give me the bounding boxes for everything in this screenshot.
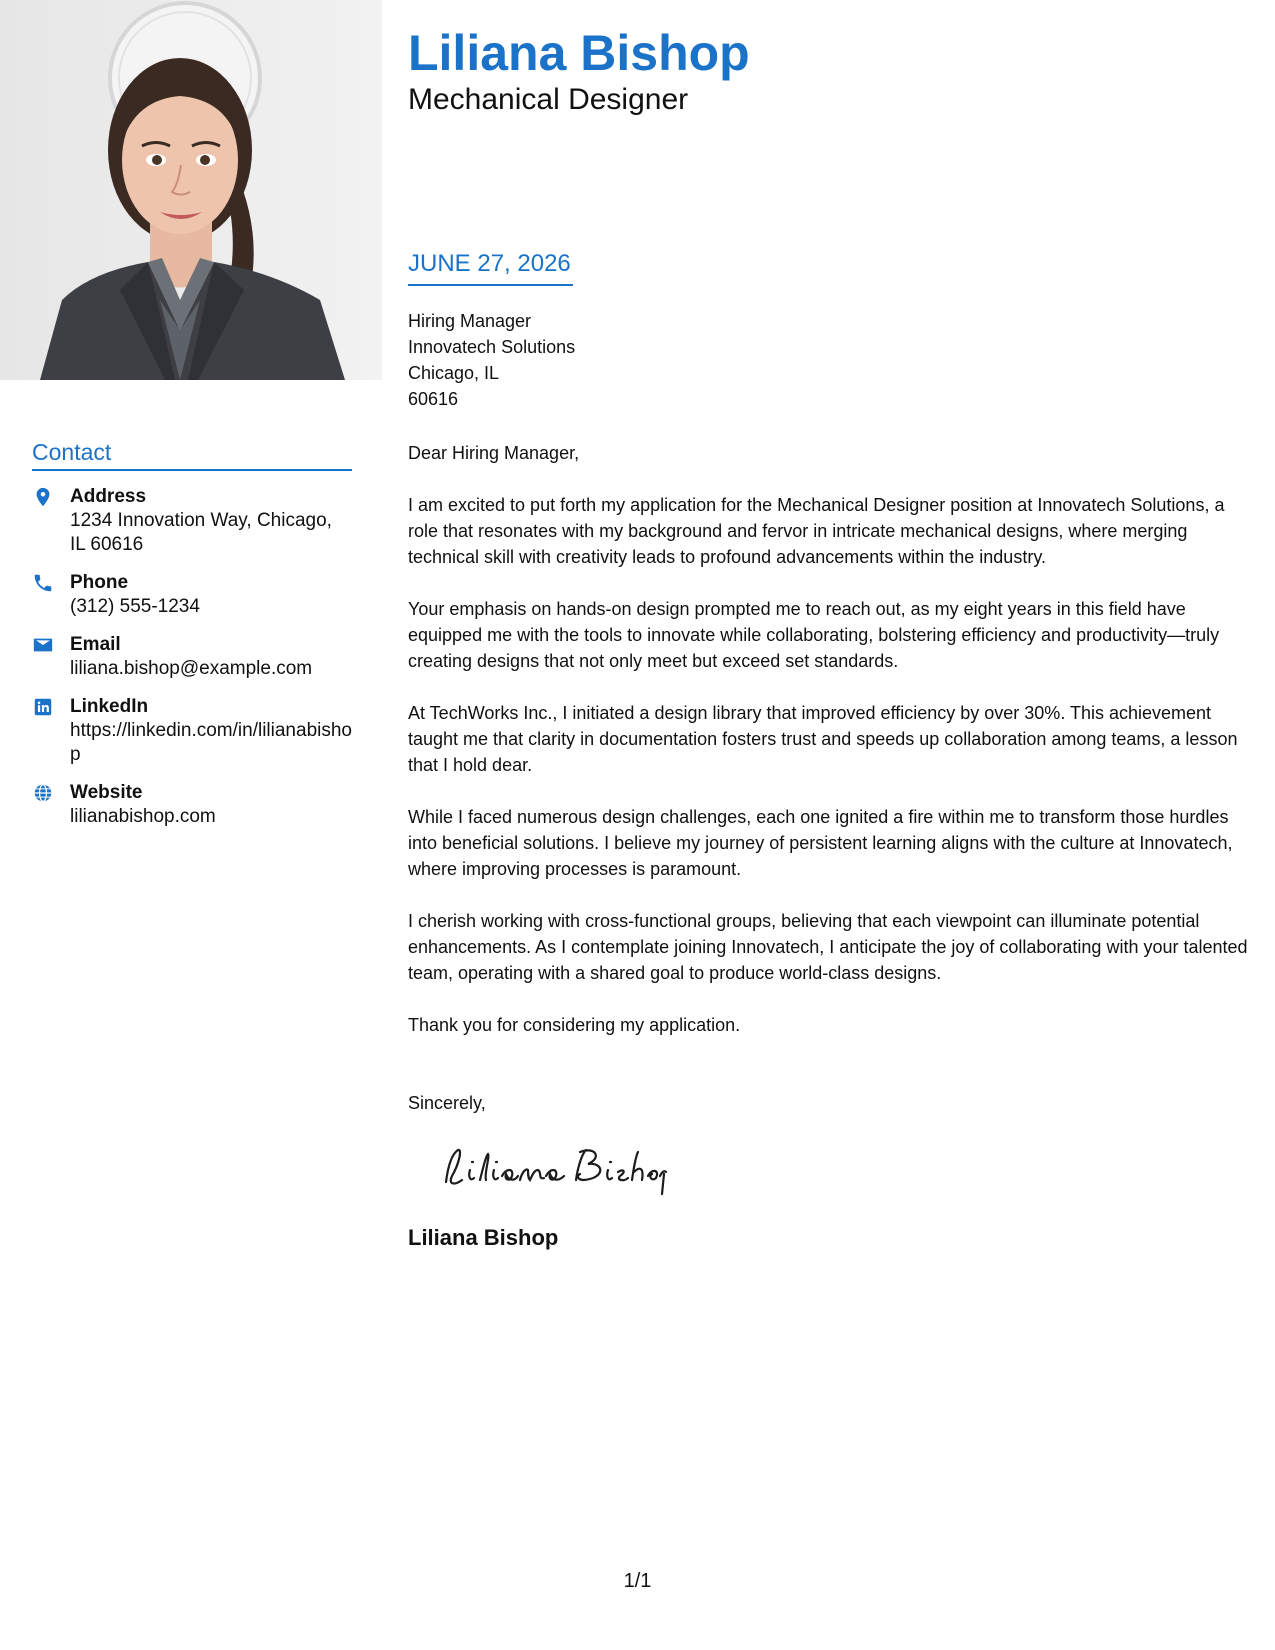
contact-label: Website	[70, 782, 143, 803]
contact-sidebar	[32, 437, 352, 843]
contact-item-website	[32, 781, 352, 829]
address-value: 1234 Innovation Way, Chicago, IL 60616	[70, 510, 332, 555]
contact-label: Address	[70, 486, 147, 507]
applicant-title: Mechanical Designer	[408, 83, 689, 116]
map-pin-icon	[32, 486, 54, 508]
signature-image	[428, 1136, 1248, 1206]
signer-name: Liliana Bishop	[408, 1225, 559, 1250]
recipient-line: Hiring Manager	[408, 311, 532, 331]
letter-header	[408, 24, 1248, 118]
letter-paragraph: At TechWorks Inc., I initiated a design library that improved efficiency by over 30%. This achievement taught me that clarity in documentation fosters trust and speeds up collaboration among teams, a lesson that I hold dear.	[408, 703, 1238, 775]
contact-label: Email	[70, 634, 121, 655]
recipient-line: Chicago, IL	[408, 363, 500, 383]
recipient-block	[408, 308, 1248, 412]
website-value[interactable]: lilianabishop.com	[70, 806, 216, 827]
phone-icon	[32, 572, 54, 594]
globe-icon	[32, 782, 54, 804]
letter-paragraph: Your emphasis on hands-on design prompted me to reach out, as my eight years in this field have equipped me with the tools to innovate while collaborating, bolstering efficiency and productivity—truly creating designs that not only meet but exceed set standards.	[408, 599, 1220, 671]
letter-paragraph: I cherish working with cross-functional groups, believing that each viewpoint can illuminate potential enhancements. As I contemplate joining Innovatech, I anticipate the joy of collaborating with your talented team, operating with a shared goal to produce world-class designs.	[408, 911, 1248, 983]
email-value[interactable]: liliana.bishop@example.com	[70, 658, 313, 679]
linkedin-value[interactable]: https://linkedin.com/in/lilianabishop	[70, 720, 352, 765]
contact-label: Phone	[70, 572, 129, 593]
profile-photo	[0, 0, 382, 380]
recipient-line: Innovatech Solutions	[408, 337, 576, 357]
letter-paragraph: I am excited to put forth my application for the Mechanical Designer position at Innovatech Solutions, a role that resonates with my background and fervor in intricate mechanical designs, where merging technical skill with creativity leads to profound advancements within the industry.	[408, 495, 1225, 567]
contact-label: LinkedIn	[70, 696, 149, 717]
letter-body	[408, 308, 1248, 1252]
letter-date: JUNE 27, 2026	[408, 248, 573, 286]
letter-paragraph: While I faced numerous design challenges, each one ignited a fire within me to transform those hurdles into beneficial solutions. I believe my journey of persistent learning aligns with the culture at Innovatech, where improving processes is paramount.	[408, 807, 1233, 879]
contact-item-linkedin	[32, 695, 352, 767]
salutation: Dear Hiring Manager,	[408, 443, 580, 463]
phone-value: (312) 555-1234	[70, 596, 200, 617]
contact-item-address	[32, 485, 352, 557]
page-number: 1/1	[623, 1570, 652, 1592]
envelope-icon	[32, 634, 54, 656]
recipient-line: 60616	[408, 389, 459, 409]
contact-item-email	[32, 633, 352, 681]
contact-heading: Contact	[32, 437, 352, 471]
closing: Sincerely,	[408, 1093, 486, 1113]
linkedin-icon	[32, 696, 54, 718]
letter-date-wrap	[408, 248, 573, 286]
applicant-name: Liliana Bishop	[408, 25, 750, 81]
letter-paragraph: Thank you for considering my application.	[408, 1015, 741, 1035]
contact-item-phone	[32, 571, 352, 619]
